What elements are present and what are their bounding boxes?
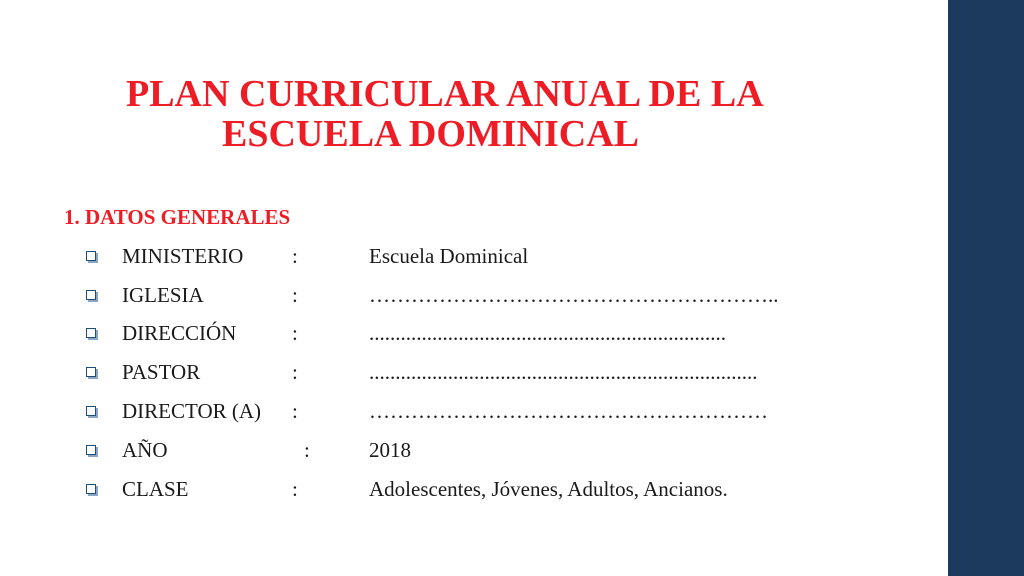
section-heading: 1. DATOS GENERALES (64, 205, 291, 229)
item-label: AÑO (122, 438, 168, 462)
slide-title-line-1: PLAN CURRICULAR ANUAL DE LA (126, 73, 764, 115)
list-item-clase (0, 474, 940, 504)
list-item-ano (0, 435, 940, 465)
item-colon: : (304, 438, 310, 462)
item-value: .......................................................................... (369, 360, 758, 384)
item-colon: : (292, 283, 298, 307)
list-item-iglesia (0, 280, 940, 310)
item-value: 2018 (369, 438, 411, 462)
item-label: DIRECCIÓN (122, 321, 237, 345)
hollow-square-bullet-icon (86, 484, 96, 494)
item-value: ………………………………………………… (369, 399, 768, 423)
hollow-square-bullet-icon (86, 251, 96, 261)
item-label: IGLESIA (122, 283, 204, 307)
list-item-ministerio (0, 241, 940, 271)
hollow-square-bullet-icon (86, 328, 96, 338)
hollow-square-bullet-icon (86, 367, 96, 377)
list-item-director (0, 396, 940, 426)
item-value: Adolescentes, Jóvenes, Adultos, Ancianos. (369, 477, 728, 501)
hollow-square-bullet-icon (86, 406, 96, 416)
list-item-pastor (0, 357, 940, 387)
item-label: MINISTERIO (122, 244, 244, 268)
sidebar-accent-bar (948, 0, 1024, 576)
hollow-square-bullet-icon (86, 290, 96, 300)
item-value: ………………………………………………….. (369, 283, 779, 307)
item-label: DIRECTOR (A) (122, 399, 262, 423)
item-colon: : (292, 360, 298, 384)
item-value: .................................................................... (369, 321, 726, 345)
item-label: CLASE (122, 477, 189, 501)
item-value: Escuela Dominical (369, 244, 529, 268)
slide-title-line-2: ESCUELA DOMINICAL (222, 113, 640, 155)
item-colon: : (292, 321, 298, 345)
list-item-direccion (0, 318, 940, 348)
item-colon: : (292, 244, 298, 268)
item-colon: : (292, 477, 298, 501)
item-colon: : (292, 399, 298, 423)
hollow-square-bullet-icon (86, 445, 96, 455)
item-label: PASTOR (122, 360, 201, 384)
